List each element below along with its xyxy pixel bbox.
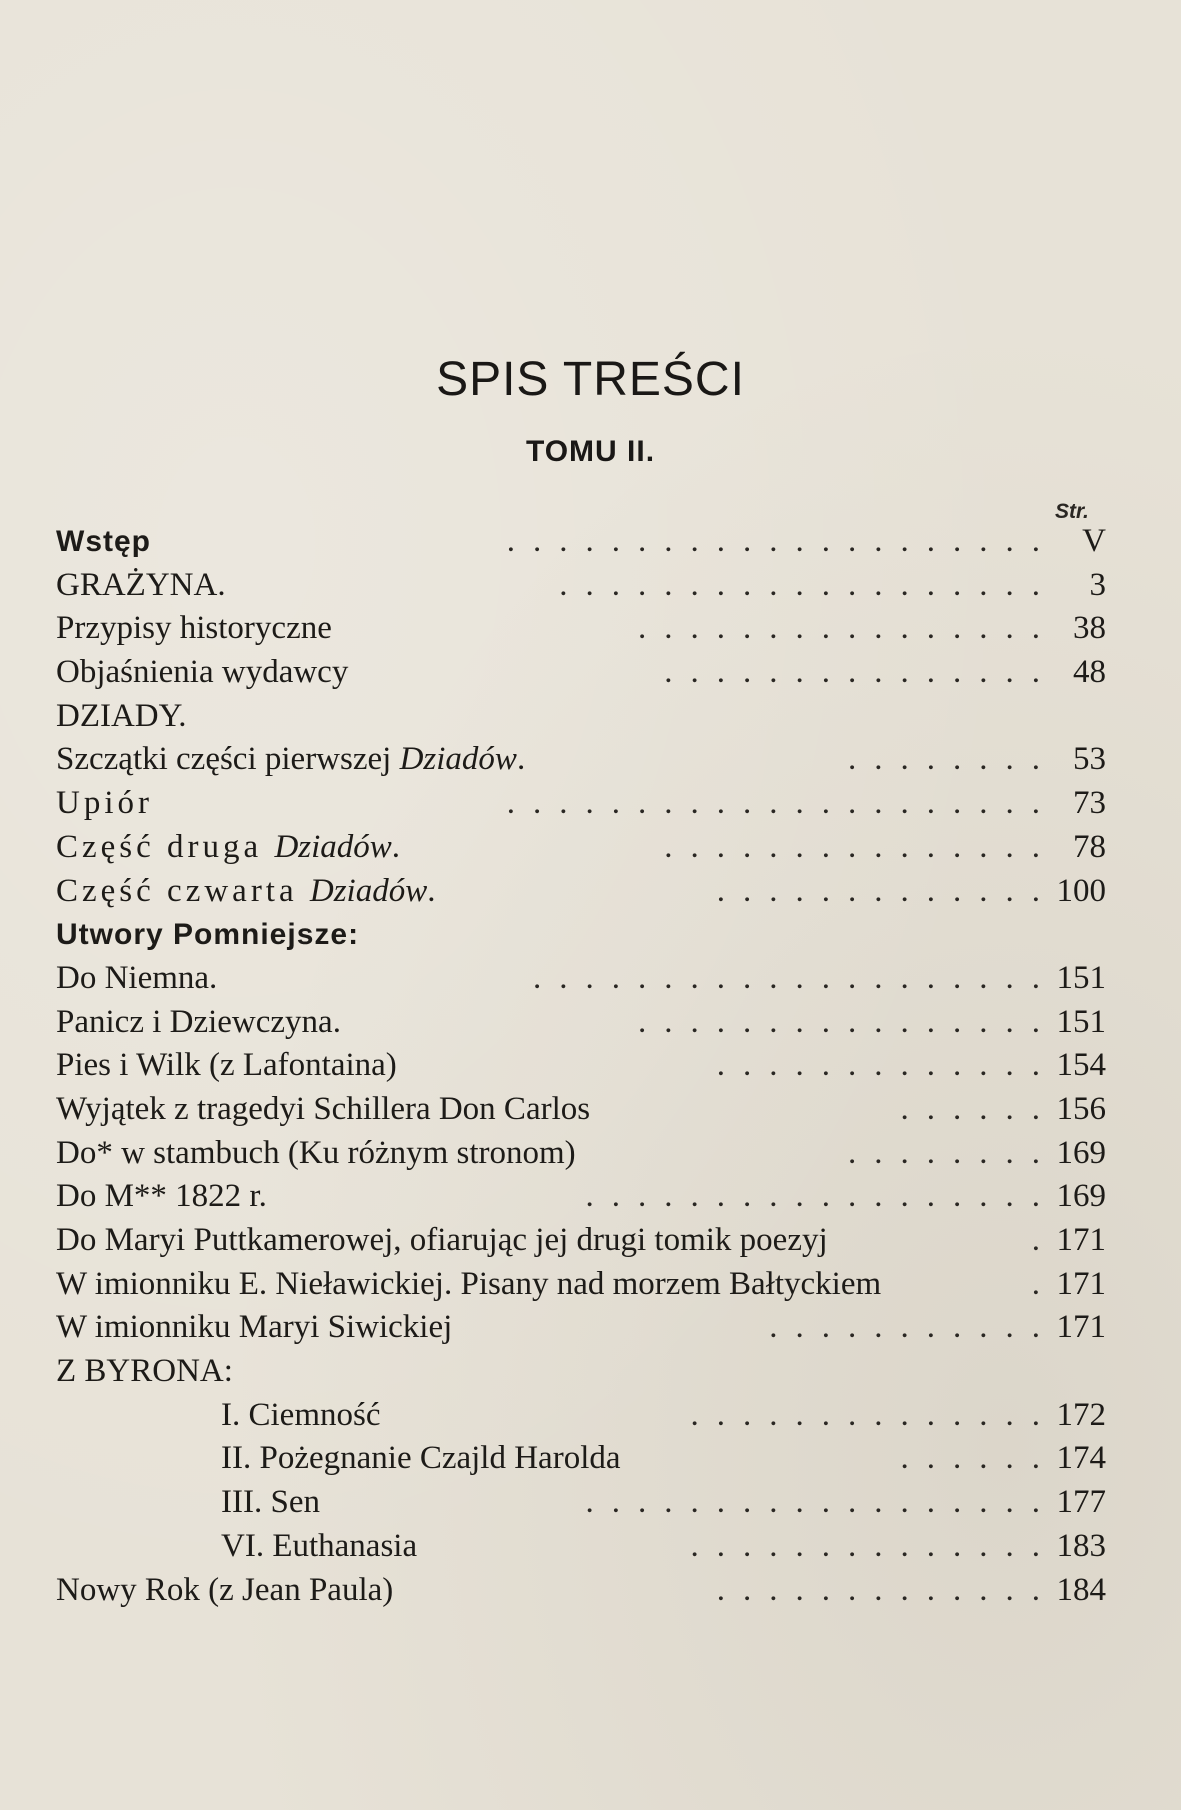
- toc-entry-title: W imionniku Maryi Siwickiej: [56, 1309, 453, 1346]
- dot-leader: .............: [716, 872, 1058, 909]
- toc-entry-title: Część czwarta Dziadów.: [56, 872, 440, 909]
- dot-leader: ................: [638, 1003, 1058, 1040]
- toc-entry-title: I. Ciemność: [221, 1396, 381, 1433]
- dot-leader: ........: [848, 1134, 1058, 1171]
- toc-entry-title: Część druga Dziadów.: [56, 828, 405, 865]
- dot-leader: ........: [848, 741, 1058, 778]
- toc-entry-title: III. Sen: [221, 1484, 320, 1521]
- toc-entry-page: 151: [1056, 1003, 1106, 1040]
- dot-leader: .............: [716, 1047, 1058, 1084]
- toc-entry-page: 172: [1056, 1396, 1106, 1433]
- dot-leader: ...............: [664, 828, 1058, 865]
- toc-entry: [56, 1263, 1106, 1307]
- toc-entry-page: 183: [1056, 1527, 1106, 1564]
- toc-entry: [56, 1219, 1106, 1263]
- toc-entry: [56, 1350, 1106, 1394]
- toc-entry: [56, 651, 1106, 695]
- toc-entry-italic: Dziadów: [399, 741, 517, 778]
- toc-entry-page: 38: [1073, 610, 1106, 647]
- toc-entry: [56, 1394, 1106, 1438]
- toc-entry-page: 73: [1073, 785, 1106, 822]
- toc-entry-page: 78: [1073, 828, 1106, 865]
- toc-entry-title: Wstęp: [56, 525, 151, 558]
- toc-entry-page: 184: [1056, 1571, 1106, 1608]
- dot-leader: .....................: [506, 785, 1058, 822]
- dot-leader: ..............: [690, 1527, 1058, 1564]
- toc-entry: [56, 1569, 1106, 1613]
- toc-entry-title: DZIADY.: [56, 697, 187, 734]
- toc-entry: [56, 1132, 1106, 1176]
- toc-entry: [56, 1481, 1106, 1525]
- toc-entry: [56, 913, 1106, 957]
- dot-leader: ...........: [769, 1309, 1058, 1346]
- toc-entry-title: Z BYRONA:: [56, 1353, 233, 1390]
- toc-entry-title: Utwory Pomniejsze:: [56, 918, 360, 952]
- toc-entry: [56, 520, 1106, 564]
- toc-entry-page: 171: [1056, 1222, 1106, 1258]
- toc-entry: [56, 607, 1106, 651]
- toc-entry-page: 169: [1056, 1178, 1106, 1215]
- toc-entry: [56, 738, 1106, 782]
- toc-entry-page: 48: [1073, 654, 1106, 691]
- toc-entry-title: Wyjątek z tragedyi Schillera Don Carlos: [56, 1090, 591, 1127]
- toc-entry: [56, 826, 1106, 870]
- dot-leader: ...................: [559, 566, 1058, 603]
- toc-entry-page: 151: [1056, 959, 1106, 996]
- toc-entry-page: 177: [1056, 1484, 1106, 1521]
- toc-entry-title: Objaśnienia wydawcy: [56, 654, 349, 691]
- dot-leader: .............: [716, 1571, 1058, 1608]
- toc-entry-title: Do Niemna.: [56, 959, 218, 996]
- dot-leader: ..................: [585, 1178, 1058, 1215]
- toc-entry-page: 171: [1056, 1309, 1106, 1346]
- toc-entry: [56, 1088, 1106, 1132]
- dot-leader: ......: [900, 1090, 1058, 1127]
- toc-entry-title: Upiór: [56, 785, 153, 822]
- toc-entry-title: VI. Euthanasia: [221, 1527, 418, 1564]
- toc-entry-page: 154: [1056, 1047, 1106, 1084]
- toc-entry-title: Panicz i Dziewczyna.: [56, 1003, 341, 1040]
- toc-entry: [56, 1044, 1106, 1088]
- toc-entry-title: Do Maryi Puttkamerowej, ofiarując jej drugi tomik poezyj: [56, 1222, 828, 1258]
- toc-entry-page: 3: [1089, 566, 1106, 603]
- toc-entry-title: Szczątki części pierwszej Dziadów.: [56, 741, 526, 778]
- toc-entry: [56, 870, 1106, 914]
- page-subtitle: TOMU II.: [525, 435, 656, 468]
- toc-entry-page: V: [1082, 523, 1106, 559]
- dot-leader: .: [1031, 1222, 1058, 1258]
- dot-leader: ..............: [690, 1396, 1058, 1433]
- toc-entry: [56, 782, 1106, 826]
- toc-entry-italic: Dziadów: [274, 828, 392, 865]
- toc-entry-title: II. Pożegnanie Czajld Harolda: [221, 1440, 621, 1477]
- toc-entry: [56, 1001, 1106, 1045]
- toc-entry-title: Nowy Rok (z Jean Paula): [56, 1571, 394, 1608]
- page-column-label: Str.: [1055, 500, 1089, 523]
- toc-entry-page: 100: [1056, 872, 1106, 909]
- dot-leader: ....................: [533, 959, 1058, 996]
- toc-entry-title: Do* w stambuch (Ku różnym stronom): [56, 1134, 576, 1171]
- dot-leader: ..................: [585, 1484, 1058, 1521]
- toc-entry-page: 53: [1073, 741, 1106, 778]
- toc-entry: [56, 564, 1106, 608]
- toc-entry-title: GRAŻYNA.: [56, 566, 226, 603]
- dot-leader: ................: [638, 610, 1058, 647]
- toc-entry-title: Przypisy historyczne: [56, 610, 332, 647]
- toc-entry-page: 169: [1056, 1134, 1106, 1171]
- dot-leader: .: [1031, 1265, 1058, 1302]
- toc-entry-italic: Dziadów: [309, 872, 428, 909]
- table-of-contents: [56, 520, 1106, 1612]
- toc-entry: [56, 1306, 1106, 1350]
- dot-leader: .....................: [506, 523, 1058, 559]
- toc-entry-title: Do M** 1822 r.: [56, 1178, 267, 1215]
- dot-leader: ......: [900, 1440, 1058, 1477]
- dot-leader: ...............: [664, 654, 1058, 691]
- toc-entry-title: Pies i Wilk (z Lafontaina): [56, 1047, 397, 1084]
- toc-entry: [56, 1525, 1106, 1569]
- toc-entry: [56, 1175, 1106, 1219]
- toc-entry-page: 171: [1056, 1265, 1106, 1302]
- toc-entry: [56, 957, 1106, 1001]
- page-title: SPIS TREŚCI: [436, 353, 745, 406]
- toc-entry: [56, 1437, 1106, 1481]
- toc-entry: [56, 695, 1106, 739]
- toc-entry-title: W imionniku E. Nieławickiej. Pisany nad morzem Bałtyckiem: [56, 1265, 882, 1302]
- toc-entry-page: 156: [1056, 1090, 1106, 1127]
- toc-entry-page: 174: [1056, 1440, 1106, 1477]
